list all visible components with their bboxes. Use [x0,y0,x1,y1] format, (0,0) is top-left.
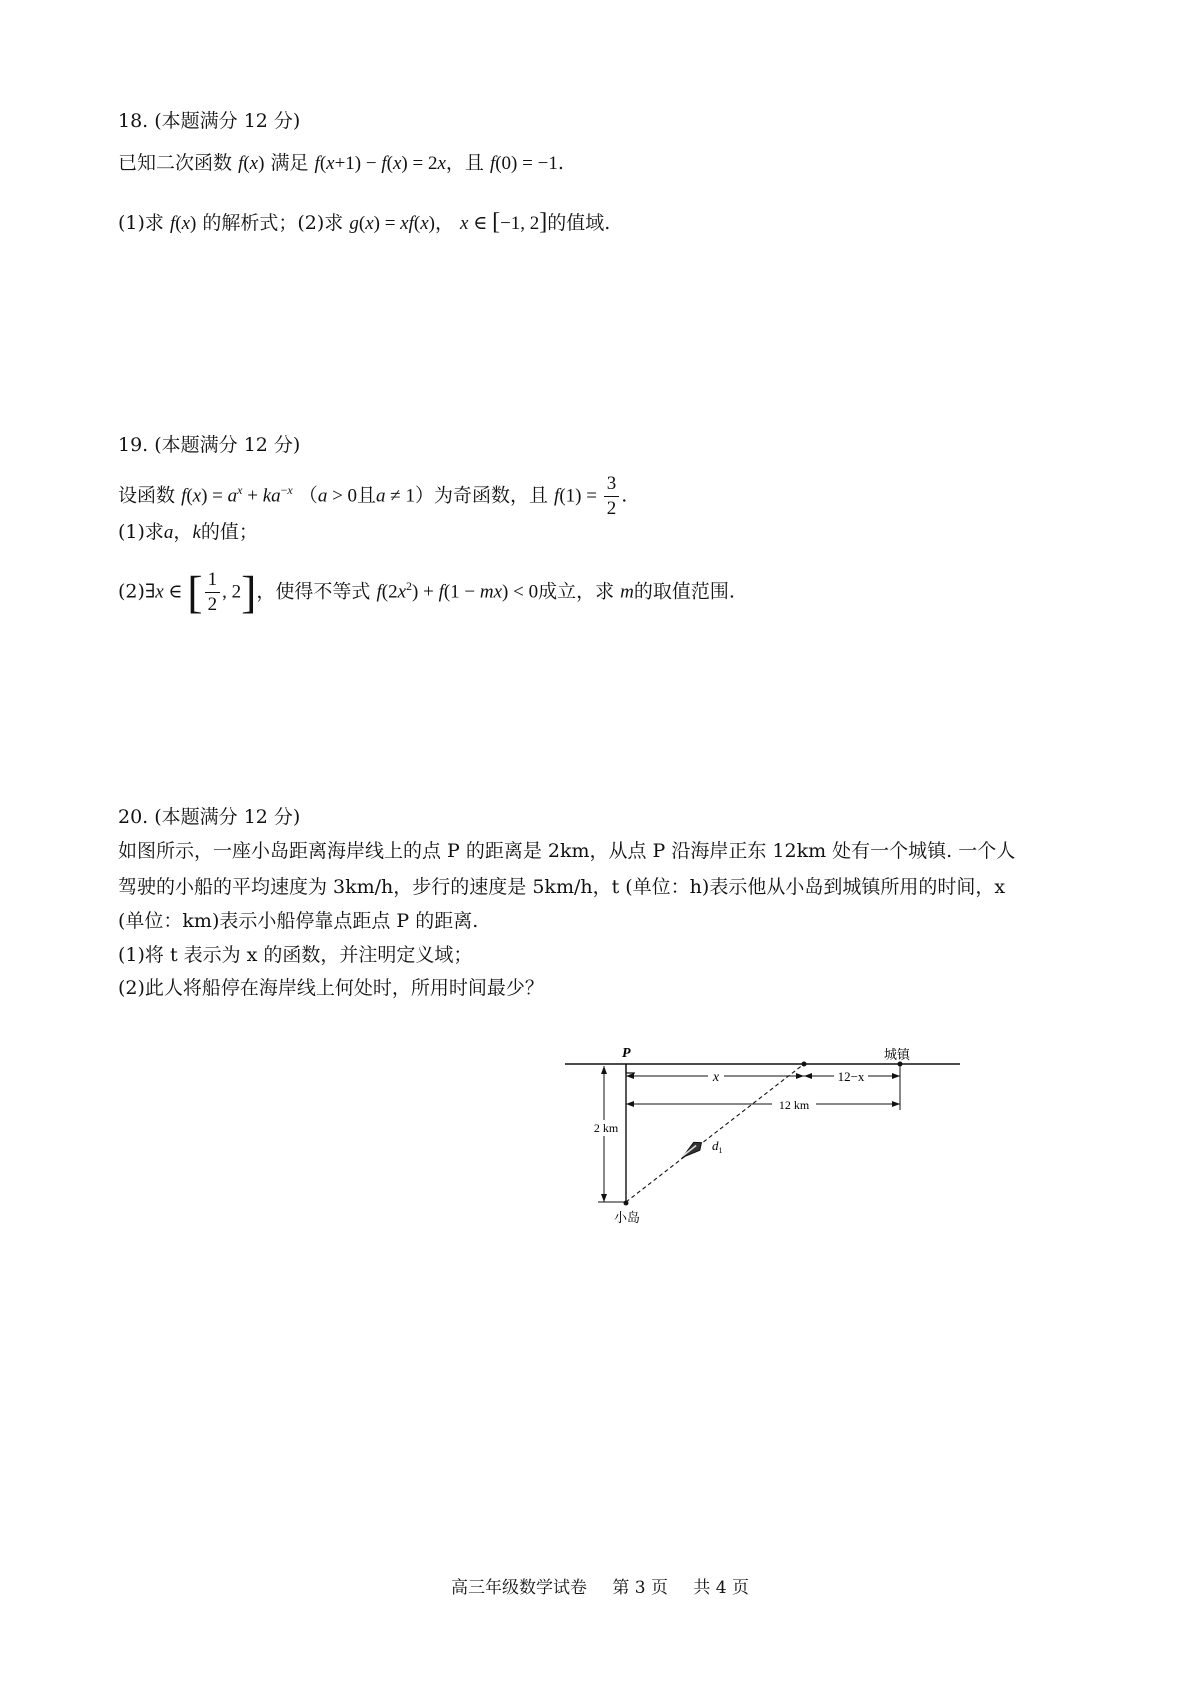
q19-line2: (1)求a，k的值； [118,521,258,543]
town-label: 城镇 [884,1047,911,1062]
12km-arrow-left [626,1101,634,1107]
landing-point [802,1062,807,1067]
footer-page: 第 3 页 [612,1578,668,1598]
q19-line1-paren-close: ）为奇函数，且 [414,484,548,507]
q18-line1-mid2: ，且 [445,152,484,174]
q18-heading: 18. (本题满分 12 分) [118,110,301,132]
12mx-arrow-left [804,1073,812,1079]
q19-line3-end: 的取值范围. [633,580,735,603]
q19-heading: 19. (本题满分 12 分) [118,434,301,456]
d1-label: $d_1$ [712,1138,723,1155]
2km-arrow-bottom [601,1194,607,1202]
q20-para2: 驾驶的小船的平均速度为 3km/h，步行的速度是 5km/h，t (单位：h)表示他从小岛到城镇所用的时间，x [118,876,1006,898]
q19-line3-pre: (2) [118,580,145,603]
q18-line2-end: 的值域. [547,212,611,234]
q20-item1: (1)将 t 表示为 x 的函数，并注明定义域； [118,944,473,966]
q19-line1: 设函数 $f(x) = a^x + ka^{-x}$ （a > 0且a ≠ 1）为奇函数，且 f(1) = $\frac{3}{2}$ . [118,472,628,519]
q19-line2-comma: ， [173,521,193,543]
footer-title: 高三年级数学试卷 [450,1578,587,1598]
2km-label: 2 km [593,1121,619,1135]
x-arrow-right [796,1073,804,1079]
footer-total: 共 4 页 [693,1578,750,1598]
q19-line3: (2)∃x ∈ [ $\frac{1}{2}$ , 2]，使得不等式 $f(2x^2) + f(1 - mx) < 0$成立，求 m的取值范围. [118,566,735,618]
q19-fraction-1-2: $\frac{1}{2}$ [205,568,221,617]
coastline-diagram [560,1040,980,1240]
12mx-label: 12−x [837,1069,865,1084]
q18-line2-p1-end: 的解析式；(2)求 [202,212,344,234]
x-arrow-left [626,1073,634,1079]
island-point [624,1201,629,1206]
12km-arrow-right [892,1101,900,1107]
q18-line2-comma: ， [434,212,454,234]
q19-line2-pre: (1)求 [118,521,164,543]
x-label: x [712,1070,720,1085]
q18-line1-mid1: 满足 [270,152,309,174]
q19-line2-end: 的值； [200,521,258,543]
p-label: P [622,1046,631,1061]
2km-arrow-top [601,1066,607,1074]
q20-heading: 20. (本题满分 12 分) [118,806,301,828]
q19-line3-mid: ，使得不等式 [256,580,371,603]
q19-fraction-3-2: $\frac{3}{2}$ [604,472,620,521]
q20-item2: (2)此人将船停在海岸线上何处时，所用时间最少？ [118,977,544,999]
q19-line1-end: . [621,484,628,507]
q18-line1-end: . [557,152,564,174]
q19-and: 且 [357,484,377,507]
12mx-arrow-right [892,1073,900,1079]
right-angle-marker [626,1064,635,1073]
q19-line1-pre: 设函数 [118,484,176,507]
q20-para1: 如图所示，一座小岛距离海岸线上的点 P 的距离是 2km，从点 P 沿海岸正东 12km 处有一个城镇. 一个人 [118,840,1016,862]
island-label: 小岛 [614,1210,641,1225]
q18-line1-pre: 已知二次函数 [118,152,233,174]
12km-label: 12 km [778,1098,810,1112]
q19-line3-mid2: 成立，求 [538,580,615,603]
page-footer [0,1573,1200,1598]
q18-line2: (1)求 f(x) 的解析式；(2)求 g(x) = xf(x)， x ∈ [−1, 2]的值域. [118,209,611,235]
q19-paren-open: （ [298,484,318,507]
q18-line1: 已知二次函数 f(x) 满足 f(x+1) − f(x) = 2x，且 f(0) = −1. [118,152,564,174]
q20-para3: (单位：km)表示小船停靠点距点 P 的距离. [118,910,479,932]
q18-line2-p1: (1)求 [118,212,164,234]
